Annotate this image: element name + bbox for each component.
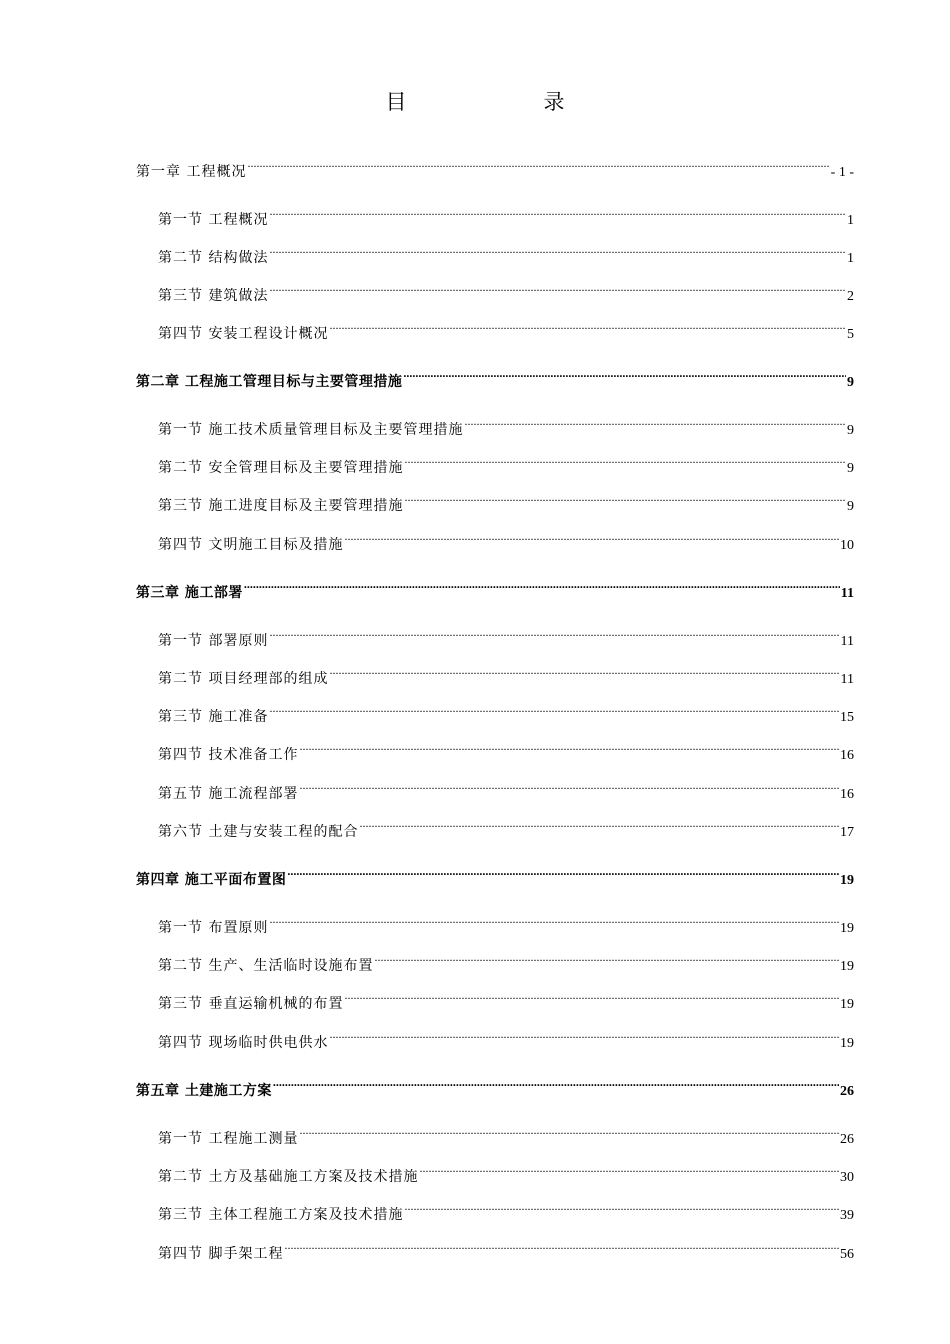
toc-page-number: 9 [847, 423, 854, 438]
dot-leader [287, 864, 839, 884]
toc-chapter-entry[interactable] [136, 1075, 854, 1102]
toc-section-entry[interactable] [158, 490, 854, 517]
toc-section-entry[interactable] [158, 701, 854, 728]
dot-leader [269, 701, 839, 721]
toc-page-number: 19 [840, 959, 854, 974]
dot-leader [404, 1199, 839, 1219]
toc-page-number: 39 [840, 1208, 854, 1223]
toc-entry-label: 第三节 施工准备 [158, 709, 269, 725]
dot-leader [404, 490, 846, 510]
toc-section-entry[interactable] [158, 414, 854, 441]
dot-leader [403, 366, 846, 386]
dot-leader [299, 778, 839, 798]
toc-entry-label: 第一节 施工技术质量管理目标及主要管理措施 [158, 422, 464, 438]
toc-page-number: 30 [840, 1170, 854, 1185]
toc-section-entry[interactable] [158, 625, 854, 652]
toc-entry-label: 第三节 施工进度目标及主要管理措施 [158, 498, 404, 514]
dot-leader [244, 577, 840, 597]
dot-leader [269, 204, 846, 224]
toc-section-entry[interactable] [158, 1199, 854, 1226]
toc-entry-label: 第四节 文明施工目标及措施 [158, 537, 344, 553]
dot-leader [299, 1123, 839, 1143]
toc-section-entry[interactable] [158, 452, 854, 479]
toc-entry-label: 第六节 土建与安装工程的配合 [158, 824, 359, 840]
toc-section-entry[interactable] [158, 778, 854, 805]
toc-page-number: 11 [840, 672, 854, 687]
toc-page-number: - 1 - [830, 165, 854, 180]
toc-page-number: 5 [847, 327, 854, 342]
toc-page-number: 9 [847, 499, 854, 514]
toc-page-number: 11 [840, 634, 854, 649]
toc-chapter-entry[interactable] [136, 577, 854, 604]
dot-leader [269, 912, 839, 932]
toc-page-number: 16 [840, 787, 854, 802]
dot-leader [404, 452, 846, 472]
toc-entry-label: 第一节 工程概况 [158, 212, 269, 228]
toc-entry-label: 第二节 安全管理目标及主要管理措施 [158, 460, 404, 476]
toc-page-number: 19 [840, 921, 854, 936]
toc-page-number: 11 [840, 586, 854, 601]
dot-leader [329, 1027, 839, 1047]
toc-entry-label: 第四节 安装工程设计概况 [158, 326, 329, 342]
toc-entry-label: 第三节 建筑做法 [158, 288, 269, 304]
toc-page-number: 9 [847, 461, 854, 476]
dot-leader [419, 1161, 839, 1181]
toc-page-number: 26 [840, 1132, 854, 1147]
toc-entry-label: 第一节 部署原则 [158, 633, 269, 649]
dot-leader [273, 1075, 839, 1095]
toc-entry-label: 第四节 脚手架工程 [158, 1246, 284, 1262]
toc-section-entry[interactable] [158, 280, 854, 307]
toc-section-entry[interactable] [158, 1161, 854, 1188]
dot-leader [299, 739, 839, 759]
dot-leader [247, 156, 829, 176]
toc-entry-label: 第二章 工程施工管理目标与主要管理措施 [136, 374, 403, 390]
toc-page-number: 1 [847, 251, 854, 266]
toc-section-entry[interactable] [158, 529, 854, 556]
toc-entry-label: 第三节 垂直运输机械的布置 [158, 996, 344, 1012]
toc-section-entry[interactable] [158, 663, 854, 690]
toc-page-number: 19 [840, 873, 854, 888]
toc-page-number: 56 [840, 1247, 854, 1262]
dot-leader [464, 414, 846, 434]
toc-entry-label: 第二节 项目经理部的组成 [158, 671, 329, 687]
toc-entry-label: 第三节 主体工程施工方案及技术措施 [158, 1207, 404, 1223]
dot-leader [329, 318, 846, 338]
toc-section-entry[interactable] [158, 1123, 854, 1150]
dot-leader [269, 242, 846, 262]
toc-page-number: 26 [840, 1084, 854, 1099]
toc-page-number: 9 [847, 375, 854, 390]
toc-chapter-entry[interactable] [136, 156, 854, 183]
toc-page-number: 19 [840, 997, 854, 1012]
toc-chapter-entry[interactable] [136, 864, 854, 891]
toc-page-number: 2 [847, 289, 854, 304]
toc-entry-label: 第五章 土建施工方案 [136, 1083, 272, 1099]
dot-leader [359, 816, 839, 836]
toc-entry-label: 第四章 施工平面布置图 [136, 872, 287, 888]
toc-section-entry[interactable] [158, 988, 854, 1015]
dot-leader [344, 529, 839, 549]
toc-page-number: 16 [840, 748, 854, 763]
toc-entry-label: 第五节 施工流程部署 [158, 786, 299, 802]
toc-section-entry[interactable] [158, 1027, 854, 1054]
toc-entry-label: 第一节 工程施工测量 [158, 1131, 299, 1147]
toc-section-entry[interactable] [158, 1238, 854, 1265]
toc-entry-label: 第一节 布置原则 [158, 920, 269, 936]
dot-leader [374, 950, 839, 970]
dot-leader [269, 280, 846, 300]
toc-section-entry[interactable] [158, 816, 854, 843]
toc-entry-label: 第一章 工程概况 [136, 164, 247, 180]
toc-entry-label: 第二节 生产、生活临时设施布置 [158, 958, 374, 974]
toc-section-entry[interactable] [158, 204, 854, 231]
toc-page-number: 10 [840, 538, 854, 553]
toc-page-number: 1 [847, 213, 854, 228]
toc-section-entry[interactable] [158, 950, 854, 977]
toc-section-entry[interactable] [158, 912, 854, 939]
toc-page-number: 17 [840, 825, 854, 840]
toc-entry-label: 第二节 结构做法 [158, 250, 269, 266]
toc-section-entry[interactable] [158, 739, 854, 766]
toc-entry-label: 第三章 施工部署 [136, 585, 243, 601]
dot-leader [284, 1238, 839, 1258]
toc-entry-label: 第四节 技术准备工作 [158, 747, 299, 763]
dot-leader [269, 625, 839, 645]
dot-leader [344, 988, 839, 1008]
toc-entry-label: 第四节 现场临时供电供水 [158, 1035, 329, 1051]
toc-page-number: 19 [840, 1036, 854, 1051]
toc-entry-label: 第二节 土方及基础施工方案及技术措施 [158, 1169, 419, 1185]
toc-page-number: 15 [840, 710, 854, 725]
toc-section-entry[interactable] [158, 242, 854, 269]
toc-chapter-entry[interactable] [136, 366, 854, 393]
dot-leader [329, 663, 839, 683]
toc-title: 目 录 [385, 90, 623, 114]
toc-section-entry[interactable] [158, 318, 854, 345]
